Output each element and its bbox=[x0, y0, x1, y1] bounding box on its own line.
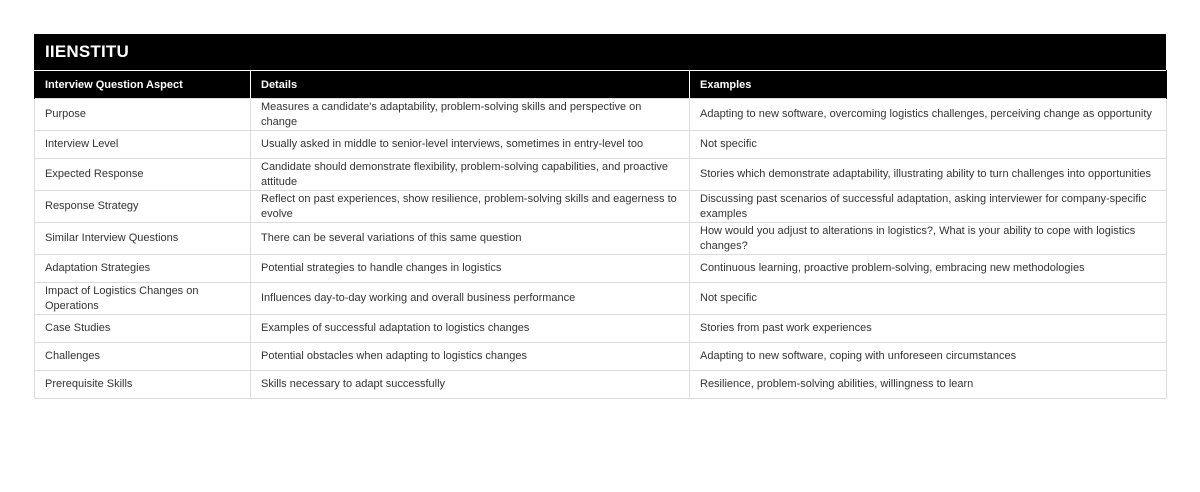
table-row bbox=[35, 371, 1167, 399]
cell-aspect: Expected Response bbox=[35, 159, 251, 191]
cell-examples: Not specific bbox=[690, 283, 1167, 315]
cell-aspect: Impact of Logistics Changes on Operations bbox=[35, 283, 251, 315]
cell-examples: Stories from past work experiences bbox=[690, 315, 1167, 343]
table-row bbox=[35, 131, 1167, 159]
cell-aspect: Challenges bbox=[35, 343, 251, 371]
cell-examples: Adapting to new software, overcoming logistics challenges, perceiving change as opportunity bbox=[690, 99, 1167, 131]
column-header-aspect: Interview Question Aspect bbox=[35, 71, 251, 99]
cell-examples: Stories which demonstrate adaptability, illustrating ability to turn challenges into opportunities bbox=[690, 159, 1167, 191]
column-header-details: Details bbox=[251, 71, 690, 99]
cell-aspect: Purpose bbox=[35, 99, 251, 131]
table-row bbox=[35, 159, 1167, 191]
cell-aspect: Adaptation Strategies bbox=[35, 255, 251, 283]
table-row bbox=[35, 255, 1167, 283]
cell-details: Potential obstacles when adapting to logistics changes bbox=[251, 343, 690, 371]
cell-details: Examples of successful adaptation to logistics changes bbox=[251, 315, 690, 343]
cell-examples: Continuous learning, proactive problem-solving, embracing new methodologies bbox=[690, 255, 1167, 283]
cell-examples: Not specific bbox=[690, 131, 1167, 159]
cell-details: Usually asked in middle to senior-level interviews, sometimes in entry-level too bbox=[251, 131, 690, 159]
cell-aspect: Response Strategy bbox=[35, 191, 251, 223]
table-container bbox=[34, 34, 1166, 399]
cell-details: Measures a candidate's adaptability, problem-solving skills and perspective on change bbox=[251, 99, 690, 131]
table-row bbox=[35, 315, 1167, 343]
cell-aspect: Interview Level bbox=[35, 131, 251, 159]
cell-aspect: Similar Interview Questions bbox=[35, 223, 251, 255]
cell-examples: Adapting to new software, coping with unforeseen circumstances bbox=[690, 343, 1167, 371]
cell-details: Influences day-to-day working and overall business performance bbox=[251, 283, 690, 315]
cell-aspect: Prerequisite Skills bbox=[35, 371, 251, 399]
cell-details: Potential strategies to handle changes in logistics bbox=[251, 255, 690, 283]
table-row bbox=[35, 283, 1167, 315]
cell-examples: How would you adjust to alterations in logistics?, What is your ability to cope with logistics changes? bbox=[690, 223, 1167, 255]
cell-details: Skills necessary to adapt successfully bbox=[251, 371, 690, 399]
brand-title: IIENSTITU bbox=[34, 34, 1166, 70]
interview-table bbox=[34, 70, 1167, 399]
table-row bbox=[35, 191, 1167, 223]
header-row bbox=[35, 71, 1167, 99]
cell-details: There can be several variations of this same question bbox=[251, 223, 690, 255]
cell-details: Candidate should demonstrate flexibility, problem-solving capabilities, and proactive attitude bbox=[251, 159, 690, 191]
table-row bbox=[35, 99, 1167, 131]
cell-details: Reflect on past experiences, show resilience, problem-solving skills and eagerness to evolve bbox=[251, 191, 690, 223]
cell-examples: Resilience, problem-solving abilities, willingness to learn bbox=[690, 371, 1167, 399]
cell-aspect: Case Studies bbox=[35, 315, 251, 343]
column-header-examples: Examples bbox=[690, 71, 1167, 99]
table-row bbox=[35, 343, 1167, 371]
table-row bbox=[35, 223, 1167, 255]
cell-examples: Discussing past scenarios of successful adaptation, asking interviewer for company-specific examples bbox=[690, 191, 1167, 223]
